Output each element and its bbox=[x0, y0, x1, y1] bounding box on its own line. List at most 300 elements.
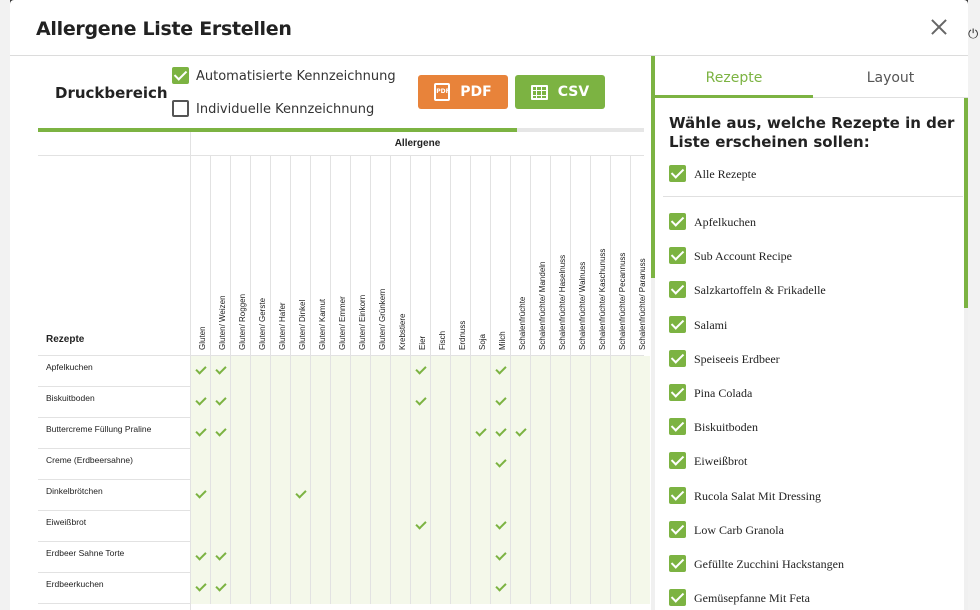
allergen-empty-cell[interactable] bbox=[310, 387, 330, 418]
recipe-checkbox[interactable] bbox=[669, 521, 686, 538]
recipe-option-label: Biskuitboden bbox=[694, 420, 759, 435]
allergen-empty-cell[interactable] bbox=[410, 542, 430, 573]
allergen-column-header bbox=[550, 156, 570, 356]
recipe-option[interactable] bbox=[669, 350, 959, 370]
csv-export-button[interactable] bbox=[515, 75, 605, 109]
allergen-empty-cell[interactable] bbox=[530, 480, 550, 511]
allergen-empty-cell[interactable] bbox=[270, 511, 290, 542]
allergen-empty-cell[interactable] bbox=[410, 449, 430, 480]
allergen-empty-cell[interactable] bbox=[470, 449, 490, 480]
allergen-empty-cell[interactable] bbox=[390, 573, 410, 604]
individual-labeling-checkbox[interactable] bbox=[172, 100, 189, 117]
allergen-empty-cell[interactable] bbox=[250, 449, 270, 480]
recipe-name-cell: Dinkelbrötchen bbox=[46, 486, 103, 496]
allergen-check-cell[interactable] bbox=[490, 573, 510, 604]
allergen-column-header bbox=[270, 156, 290, 356]
recipe-selection-pane bbox=[655, 56, 968, 610]
allergen-empty-cell[interactable] bbox=[550, 356, 570, 387]
allergen-empty-cell[interactable] bbox=[530, 511, 550, 542]
allergen-empty-cell[interactable] bbox=[290, 573, 310, 604]
allergen-empty-cell[interactable] bbox=[610, 480, 630, 511]
allergen-empty-cell[interactable] bbox=[510, 356, 530, 387]
allergen-column-header bbox=[250, 156, 270, 356]
matrix-top-row bbox=[38, 132, 644, 156]
allergen-check-cell[interactable] bbox=[490, 542, 510, 573]
allergen-column-header bbox=[510, 156, 530, 356]
allergen-empty-cell[interactable] bbox=[470, 542, 490, 573]
allergen-empty-cell[interactable] bbox=[550, 449, 570, 480]
allergen-check-cell[interactable] bbox=[470, 418, 490, 449]
allergen-empty-cell[interactable] bbox=[450, 449, 470, 480]
allergen-check-cell[interactable] bbox=[490, 449, 510, 480]
allergen-empty-cell[interactable] bbox=[330, 542, 350, 573]
allergen-empty-cell[interactable] bbox=[250, 542, 270, 573]
allergen-empty-cell[interactable] bbox=[450, 480, 470, 511]
allergen-empty-cell[interactable] bbox=[350, 387, 370, 418]
allergen-empty-cell[interactable] bbox=[290, 511, 310, 542]
allergen-check-cell[interactable] bbox=[210, 356, 230, 387]
recipe-checkbox[interactable] bbox=[669, 555, 686, 572]
allergen-column-label: Schalenfrüchte/ Haselnuss bbox=[558, 254, 567, 350]
allergen-empty-cell[interactable] bbox=[330, 418, 350, 449]
allergen-empty-cell[interactable] bbox=[370, 387, 390, 418]
allergen-column-header bbox=[450, 156, 470, 356]
allergen-empty-cell[interactable] bbox=[270, 387, 290, 418]
allergen-empty-cell[interactable] bbox=[370, 480, 390, 511]
allergen-empty-cell[interactable] bbox=[570, 387, 590, 418]
allergen-empty-cell[interactable] bbox=[350, 356, 370, 387]
allergen-empty-cell[interactable] bbox=[370, 573, 390, 604]
allergen-empty-cell[interactable] bbox=[250, 511, 270, 542]
allergen-empty-cell[interactable] bbox=[590, 511, 610, 542]
allergen-empty-cell[interactable] bbox=[630, 356, 650, 387]
recipe-name-cell: Buttercreme Füllung Praline bbox=[46, 424, 152, 434]
allergen-empty-cell[interactable] bbox=[250, 573, 270, 604]
allergen-empty-cell[interactable] bbox=[410, 480, 430, 511]
recipe-option-label: Apfelkuchen bbox=[694, 215, 756, 229]
allergen-empty-cell[interactable] bbox=[450, 418, 470, 449]
close-icon[interactable] bbox=[928, 16, 950, 38]
recipe-option[interactable] bbox=[669, 316, 959, 336]
allergen-empty-cell[interactable] bbox=[630, 573, 650, 604]
allergen-empty-cell[interactable] bbox=[630, 387, 650, 418]
allergen-empty-cell[interactable] bbox=[190, 511, 210, 542]
allergen-empty-cell[interactable] bbox=[250, 418, 270, 449]
allergen-empty-cell[interactable] bbox=[230, 418, 250, 449]
allergen-empty-cell[interactable] bbox=[310, 449, 330, 480]
allergen-empty-cell[interactable] bbox=[290, 356, 310, 387]
background-page-right bbox=[968, 0, 980, 610]
recipe-option-label: Low Carb Granola bbox=[694, 522, 784, 537]
allergen-empty-cell[interactable] bbox=[330, 573, 350, 604]
allergen-list-dialog bbox=[10, 0, 968, 610]
recipe-checkbox[interactable] bbox=[669, 384, 686, 401]
allergen-empty-cell[interactable] bbox=[630, 480, 650, 511]
allergen-empty-cell[interactable] bbox=[530, 387, 550, 418]
allergen-empty-cell[interactable] bbox=[270, 449, 290, 480]
allergen-check-cell[interactable] bbox=[190, 542, 210, 573]
allergen-empty-cell[interactable] bbox=[630, 449, 650, 480]
allergen-check-cell[interactable] bbox=[490, 387, 510, 418]
allergen-empty-cell[interactable] bbox=[450, 573, 470, 604]
allergen-empty-cell[interactable] bbox=[290, 449, 310, 480]
recipe-option-label: Gefüllte Zucchini Hackstangen bbox=[694, 557, 844, 571]
allergen-column-label: Gluten bbox=[198, 326, 207, 350]
allergen-empty-cell[interactable] bbox=[250, 356, 270, 387]
recipe-name-cell: Erdbeerkuchen bbox=[46, 579, 104, 589]
allergen-column-header bbox=[430, 156, 450, 356]
allergen-column-header bbox=[570, 156, 590, 356]
allergen-column-label: Milch bbox=[498, 331, 507, 350]
allergen-column-header bbox=[350, 156, 370, 356]
allergen-check-cell[interactable] bbox=[210, 387, 230, 418]
table-icon bbox=[531, 85, 548, 100]
allergen-empty-cell[interactable] bbox=[350, 480, 370, 511]
table-row bbox=[38, 356, 644, 387]
recipe-option[interactable] bbox=[669, 281, 959, 301]
allergen-empty-cell[interactable] bbox=[630, 418, 650, 449]
allergen-check-cell[interactable] bbox=[490, 511, 510, 542]
allergen-empty-cell[interactable] bbox=[410, 573, 430, 604]
allergen-empty-cell[interactable] bbox=[410, 418, 430, 449]
allergen-empty-cell[interactable] bbox=[530, 418, 550, 449]
allergen-empty-cell[interactable] bbox=[270, 480, 290, 511]
allergen-check-cell[interactable] bbox=[490, 356, 510, 387]
druckbereich-label: Druckbereich bbox=[55, 84, 168, 102]
allergen-column-label: Gluten/ Einkorn bbox=[358, 294, 367, 350]
allergen-column-label: Schalenfrüchte/ Pecannuss bbox=[618, 252, 627, 350]
allergen-column-header bbox=[530, 156, 550, 356]
allergen-empty-cell[interactable] bbox=[610, 542, 630, 573]
allergen-empty-cell[interactable] bbox=[550, 480, 570, 511]
all-recipes-checkbox[interactable] bbox=[669, 165, 686, 182]
allergen-column-label: Gluten/ Grünkern bbox=[378, 288, 387, 350]
allergen-column-header bbox=[370, 156, 390, 356]
allergen-empty-cell[interactable] bbox=[390, 542, 410, 573]
allergen-empty-cell[interactable] bbox=[470, 511, 490, 542]
allergen-empty-cell[interactable] bbox=[430, 511, 450, 542]
allergen-empty-cell[interactable] bbox=[590, 573, 610, 604]
allergen-empty-cell[interactable] bbox=[230, 573, 250, 604]
allergen-column-label: Gluten/ Kamut bbox=[318, 298, 327, 350]
power-icon: ⏻ bbox=[968, 26, 979, 41]
allergen-column-label: Schalenfrüchte/ Paranuss bbox=[638, 258, 647, 350]
allergen-empty-cell[interactable] bbox=[330, 387, 350, 418]
allergen-empty-cell[interactable] bbox=[430, 480, 450, 511]
pdf-button-label: PDF bbox=[460, 84, 492, 100]
allergen-empty-cell[interactable] bbox=[570, 418, 590, 449]
allergene-column-group-header: Allergene bbox=[190, 132, 644, 156]
right-scrollbar[interactable] bbox=[964, 98, 968, 610]
allergen-empty-cell[interactable] bbox=[470, 387, 490, 418]
allergen-empty-cell[interactable] bbox=[370, 356, 390, 387]
allergen-empty-cell[interactable] bbox=[350, 511, 370, 542]
recipe-option-label: Salzkartoffeln & Frikadelle bbox=[694, 283, 826, 298]
allergen-empty-cell[interactable] bbox=[390, 480, 410, 511]
allergen-column-header bbox=[470, 156, 490, 356]
allergen-empty-cell[interactable] bbox=[610, 449, 630, 480]
allergen-empty-cell[interactable] bbox=[250, 480, 270, 511]
allergen-empty-cell[interactable] bbox=[490, 480, 510, 511]
allergen-empty-cell[interactable] bbox=[450, 387, 470, 418]
allergen-check-cell[interactable] bbox=[510, 418, 530, 449]
allergen-empty-cell[interactable] bbox=[610, 573, 630, 604]
allergen-empty-cell[interactable] bbox=[510, 449, 530, 480]
allergen-empty-cell[interactable] bbox=[510, 480, 530, 511]
allergen-empty-cell[interactable] bbox=[350, 573, 370, 604]
allergen-column-header bbox=[190, 156, 210, 356]
allergen-empty-cell[interactable] bbox=[230, 511, 250, 542]
allergen-empty-cell[interactable] bbox=[430, 542, 450, 573]
allergen-empty-cell[interactable] bbox=[630, 542, 650, 573]
allergen-empty-cell[interactable] bbox=[210, 511, 230, 542]
allergen-empty-cell[interactable] bbox=[350, 542, 370, 573]
allergen-empty-cell[interactable] bbox=[230, 387, 250, 418]
allergen-column-label: Krebstiere bbox=[398, 313, 407, 350]
pdf-export-button[interactable] bbox=[418, 75, 508, 109]
allergen-empty-cell[interactable] bbox=[310, 511, 330, 542]
allergen-empty-cell[interactable] bbox=[570, 480, 590, 511]
allergen-empty-cell[interactable] bbox=[530, 542, 550, 573]
allergen-empty-cell[interactable] bbox=[590, 418, 610, 449]
dialog-header bbox=[10, 0, 968, 56]
pdf-file-icon: PDF bbox=[434, 83, 450, 101]
recipe-name-cell: Erdbeer Sahne Torte bbox=[46, 548, 125, 558]
allergen-empty-cell[interactable] bbox=[230, 449, 250, 480]
allergen-check-cell[interactable] bbox=[410, 387, 430, 418]
recipe-option[interactable] bbox=[669, 452, 959, 472]
allergen-empty-cell[interactable] bbox=[270, 542, 290, 573]
rezepte-column-header: Rezepte bbox=[46, 334, 85, 345]
allergen-empty-cell[interactable] bbox=[430, 418, 450, 449]
allergen-empty-cell[interactable] bbox=[290, 542, 310, 573]
allergen-empty-cell[interactable] bbox=[290, 387, 310, 418]
allergen-column-header bbox=[310, 156, 330, 356]
allergen-empty-cell[interactable] bbox=[310, 542, 330, 573]
panel-tabs bbox=[655, 56, 968, 98]
allergen-empty-cell[interactable] bbox=[310, 573, 330, 604]
recipe-checkbox[interactable] bbox=[669, 418, 686, 435]
allergen-empty-cell[interactable] bbox=[510, 511, 530, 542]
recipe-option[interactable] bbox=[669, 213, 959, 233]
recipe-checkbox[interactable] bbox=[669, 213, 686, 230]
allergen-empty-cell[interactable] bbox=[230, 480, 250, 511]
recipe-checkbox[interactable] bbox=[669, 247, 686, 264]
allergen-empty-cell[interactable] bbox=[390, 449, 410, 480]
allergen-column-label: Soja bbox=[478, 333, 487, 350]
allergen-empty-cell[interactable] bbox=[230, 356, 250, 387]
recipe-name-cell: Creme (Erdbeersahne) bbox=[46, 455, 133, 465]
allergen-matrix bbox=[38, 132, 647, 610]
recipe-option[interactable] bbox=[669, 487, 959, 507]
recipe-option-label: Gemüsepfanne Mit Feta bbox=[694, 591, 810, 606]
allergen-empty-cell[interactable] bbox=[470, 356, 490, 387]
recipe-option[interactable] bbox=[669, 384, 959, 404]
allergen-empty-cell[interactable] bbox=[210, 449, 230, 480]
allergen-empty-cell[interactable] bbox=[570, 542, 590, 573]
background-page-left bbox=[0, 0, 10, 610]
allergen-empty-cell[interactable] bbox=[270, 418, 290, 449]
allergen-empty-cell[interactable] bbox=[590, 356, 610, 387]
allergen-empty-cell[interactable] bbox=[530, 356, 550, 387]
recipe-option-label: Eiweißbrot bbox=[694, 454, 748, 469]
allergen-empty-cell[interactable] bbox=[610, 511, 630, 542]
allergen-empty-cell[interactable] bbox=[310, 480, 330, 511]
allergen-empty-cell[interactable] bbox=[550, 511, 570, 542]
allergen-empty-cell[interactable] bbox=[330, 511, 350, 542]
allergen-empty-cell[interactable] bbox=[230, 542, 250, 573]
allergen-empty-cell[interactable] bbox=[630, 511, 650, 542]
allergen-empty-cell[interactable] bbox=[430, 387, 450, 418]
allergen-column-header bbox=[230, 156, 250, 356]
allergen-check-cell[interactable] bbox=[190, 356, 210, 387]
divider bbox=[663, 196, 963, 197]
allergen-column-header bbox=[610, 156, 630, 356]
allergen-check-cell[interactable] bbox=[410, 511, 430, 542]
right-scrollbar-thumb[interactable] bbox=[964, 98, 968, 308]
allergen-empty-cell[interactable] bbox=[450, 511, 470, 542]
allergen-empty-cell[interactable] bbox=[610, 387, 630, 418]
allergen-empty-cell[interactable] bbox=[510, 573, 530, 604]
allergen-empty-cell[interactable] bbox=[550, 418, 570, 449]
allergen-empty-cell[interactable] bbox=[550, 542, 570, 573]
allergen-check-cell[interactable] bbox=[490, 418, 510, 449]
all-recipes-option[interactable] bbox=[669, 165, 959, 185]
allergen-empty-cell[interactable] bbox=[390, 511, 410, 542]
allergen-column-label: Gluten/ Hafer bbox=[278, 302, 287, 350]
table-row bbox=[38, 511, 644, 542]
table-row bbox=[38, 449, 644, 480]
print-toolbar bbox=[10, 56, 651, 132]
allergen-empty-cell[interactable] bbox=[530, 449, 550, 480]
allergen-empty-cell[interactable] bbox=[370, 542, 390, 573]
allergen-empty-cell[interactable] bbox=[450, 542, 470, 573]
allergen-column-label: Erdnuss bbox=[458, 320, 467, 350]
allergen-column-header bbox=[630, 156, 650, 356]
allergen-empty-cell[interactable] bbox=[570, 511, 590, 542]
allergen-empty-cell[interactable] bbox=[430, 356, 450, 387]
allergen-empty-cell[interactable] bbox=[550, 387, 570, 418]
allergen-empty-cell[interactable] bbox=[270, 573, 290, 604]
allergen-column-header bbox=[330, 156, 350, 356]
recipe-option[interactable] bbox=[669, 247, 959, 267]
allergen-check-cell[interactable] bbox=[210, 418, 230, 449]
allergen-empty-cell[interactable] bbox=[370, 511, 390, 542]
allergen-empty-cell[interactable] bbox=[210, 480, 230, 511]
recipe-option[interactable] bbox=[669, 521, 959, 541]
allergen-empty-cell[interactable] bbox=[590, 387, 610, 418]
allergen-empty-cell[interactable] bbox=[250, 387, 270, 418]
allergen-check-cell[interactable] bbox=[290, 480, 310, 511]
allergen-empty-cell[interactable] bbox=[350, 449, 370, 480]
allergen-empty-cell[interactable] bbox=[570, 449, 590, 480]
allergen-check-cell[interactable] bbox=[190, 573, 210, 604]
allergen-column-label: Gluten/ Weizen bbox=[218, 295, 227, 350]
allergen-empty-cell[interactable] bbox=[570, 573, 590, 604]
dialog-title: Allergene Liste Erstellen bbox=[36, 18, 292, 40]
allergen-empty-cell[interactable] bbox=[590, 542, 610, 573]
allergen-empty-cell[interactable] bbox=[450, 356, 470, 387]
allergen-empty-cell[interactable] bbox=[330, 449, 350, 480]
allergen-empty-cell[interactable] bbox=[430, 449, 450, 480]
allergen-empty-cell[interactable] bbox=[330, 356, 350, 387]
csv-button-label: CSV bbox=[557, 84, 590, 100]
allergen-check-cell[interactable] bbox=[190, 418, 210, 449]
allergen-column-label: Gluten/ Roggen bbox=[238, 293, 247, 350]
recipe-option-label: Sub Account Recipe bbox=[694, 249, 792, 264]
allergen-check-cell[interactable] bbox=[190, 387, 210, 418]
recipe-checkbox[interactable] bbox=[669, 316, 686, 333]
allergen-empty-cell[interactable] bbox=[430, 573, 450, 604]
allergen-column-label: Schalenfrüchte/ Walnuss bbox=[578, 261, 587, 350]
allergen-column-label: Gluten/ Emmer bbox=[338, 296, 347, 350]
allergen-empty-cell[interactable] bbox=[310, 418, 330, 449]
allergen-empty-cell[interactable] bbox=[370, 418, 390, 449]
recipe-name-cell: Biskuitboden bbox=[46, 393, 95, 403]
allergen-empty-cell[interactable] bbox=[530, 573, 550, 604]
recipe-option-label: Rucola Salat Mit Dressing bbox=[694, 488, 821, 503]
allergen-empty-cell[interactable] bbox=[190, 449, 210, 480]
auto-labeling-checkbox[interactable] bbox=[172, 67, 189, 84]
table-row bbox=[38, 418, 644, 449]
recipe-checkbox[interactable] bbox=[669, 452, 686, 469]
allergen-column-header bbox=[490, 156, 510, 356]
allergen-check-cell[interactable] bbox=[410, 356, 430, 387]
allergen-empty-cell[interactable] bbox=[510, 387, 530, 418]
tab-layout[interactable]: Layout bbox=[813, 56, 968, 98]
matrix-header-row bbox=[38, 156, 647, 356]
all-recipes-label: Alle Rezepte bbox=[694, 167, 757, 181]
allergen-empty-cell[interactable] bbox=[470, 573, 490, 604]
recipe-option-label: Pina Colada bbox=[694, 386, 753, 400]
allergen-empty-cell[interactable] bbox=[590, 449, 610, 480]
allergen-check-cell[interactable] bbox=[210, 542, 230, 573]
recipe-checkbox[interactable] bbox=[669, 589, 686, 606]
allergen-column-label: Eier bbox=[418, 335, 427, 350]
recipe-option-label: Speiseeis Erdbeer bbox=[694, 351, 780, 366]
allergen-empty-cell[interactable] bbox=[510, 542, 530, 573]
recipe-checkbox[interactable] bbox=[669, 350, 686, 367]
allergen-empty-cell[interactable] bbox=[330, 480, 350, 511]
table-row bbox=[38, 480, 644, 511]
allergen-empty-cell[interactable] bbox=[370, 449, 390, 480]
allergen-empty-cell[interactable] bbox=[310, 356, 330, 387]
recipe-name-cell: Apfelkuchen bbox=[46, 362, 93, 372]
allergen-empty-cell[interactable] bbox=[390, 387, 410, 418]
recipe-option[interactable] bbox=[669, 555, 959, 575]
allergen-check-cell[interactable] bbox=[190, 480, 210, 511]
allergen-empty-cell[interactable] bbox=[610, 418, 630, 449]
allergen-empty-cell[interactable] bbox=[550, 573, 570, 604]
table-row bbox=[38, 573, 644, 604]
allergen-empty-cell[interactable] bbox=[610, 356, 630, 387]
tab-rezepte[interactable]: Rezepte bbox=[655, 56, 813, 98]
allergen-empty-cell[interactable] bbox=[570, 356, 590, 387]
allergen-check-cell[interactable] bbox=[210, 573, 230, 604]
recipe-option[interactable] bbox=[669, 589, 959, 609]
allergen-empty-cell[interactable] bbox=[590, 480, 610, 511]
allergen-empty-cell[interactable] bbox=[270, 356, 290, 387]
allergen-empty-cell[interactable] bbox=[470, 480, 490, 511]
allergen-empty-cell[interactable] bbox=[390, 418, 410, 449]
allergen-empty-cell[interactable] bbox=[350, 418, 370, 449]
recipe-option[interactable] bbox=[669, 418, 959, 438]
recipe-checkbox[interactable] bbox=[669, 487, 686, 504]
allergen-empty-cell[interactable] bbox=[390, 356, 410, 387]
recipe-checkbox[interactable] bbox=[669, 281, 686, 298]
individual-labeling-label: Individuelle Kennzeichnung bbox=[196, 102, 375, 117]
allergen-empty-cell[interactable] bbox=[290, 418, 310, 449]
